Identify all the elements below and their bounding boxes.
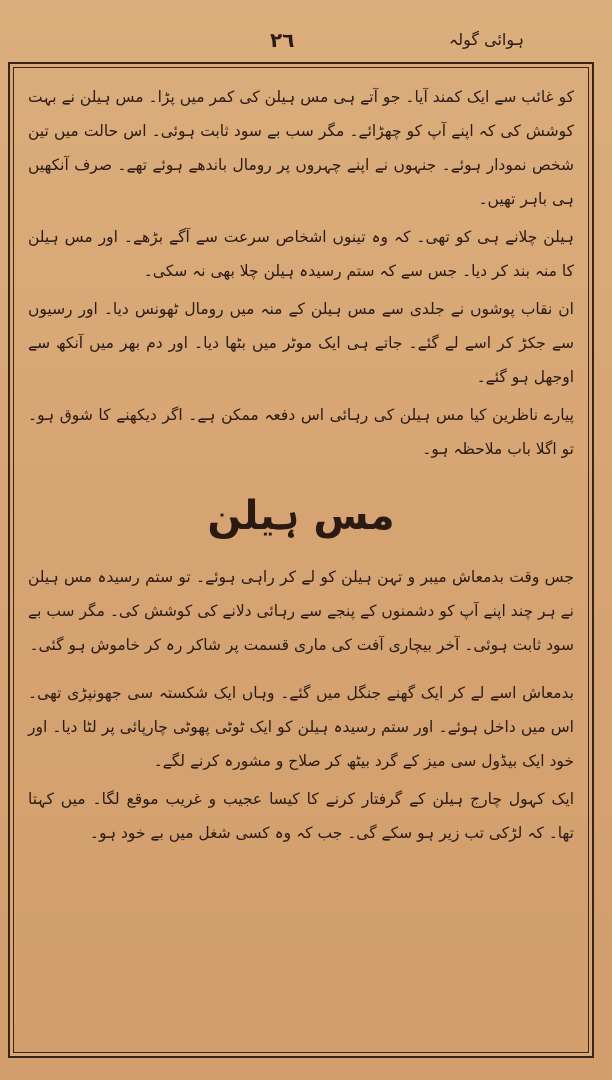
paragraph: بدمعاش اسے لے کر ایک گھنے جنگل میں گئے۔ وہاں ایک شکستہ سی جھونپڑی تھی۔ اس میں داخل ہوئے۔ اور ستم رسیدہ ہیلن کو ایک ٹوٹی پھوٹی چارپائی پر لٹا دیا۔ اور خود ایک بیڈول سی میز کے گرد بیٹھ کر صلاح و مشورہ کرنے لگے۔ (28, 684, 574, 770)
paragraph: ایک کہول چارج ہیلن کے گرفتار کرنے کا کیسا عجیب و غریب موقع لگا۔ میں کہتا تھا۔ کہ لڑکی تب زیر ہو سکے گی۔ جب کہ وہ کسی شغل میں بے خود ہو۔ (28, 790, 574, 842)
paragraph: کو غائب سے ایک کمند آیا۔ جو آتے ہی مس ہیلن کی کمر میں پڑا۔ مس ہیلن نے بہت کوشش کی کہ اپنے آپ کو چھڑائے۔ مگر سب بے سود ثابت ہوئی۔ اس حالت میں تین شخص نمودار ہوئے۔ جنہوں نے اپنے چہروں پر رومال باندھے ہوئے تھے۔ صرف آنکھیں ہی باہر تھیں۔ (28, 88, 574, 208)
running-head (0, 28, 612, 58)
paragraph: ہیلن چلانے ہی کو تھی۔ کہ وہ تینوں اشخاص سرعت سے آگے بڑھے۔ اور مس ہیلن کا منہ بند کر دیا۔ جس سے کہ ستم رسیدہ ہیلن چلا بھی نہ سکی۔ (28, 228, 574, 280)
paragraph: پیارے ناظرین کیا مس ہیلن کی رہائی اس دفعہ ممکن ہے۔ اگر دیکھنے کا شوق ہو۔ تو اگلا باب ملاحظہ ہو۔ (28, 406, 574, 458)
body-text (28, 80, 574, 854)
paragraph: جس وقت بدمعاش میبر و تہن ہیلن کو لے کر راہی ہوئے۔ تو ستم رسیدہ مس ہیلن نے ہر چند اپنے آپ کو دشمنوں کے پنجے سے رہائی دلانے کی کوشش کی۔ مگر سب بے سود ثابت ہوئی۔ آخر بیچاری آفت کی ماری قسمت پر شاکر رہ کر خاموش ہو گئی۔ (28, 568, 574, 654)
chapter-heading: مس ہیلن (207, 493, 395, 539)
page-number: ٢٦ (270, 28, 295, 52)
paragraph: ان نقاب پوشوں نے جلدی سے مس ہیلن کے منہ میں رومال ٹھونس دیا۔ اور رسیوں سے جکڑ کر اسے لے گئے۔ جاتے ہی ایک موٹر میں بٹھا دیا۔ اور دم بھر میں آنکھ سے اوجھل ہو گئے۔ (28, 300, 574, 386)
running-title: ہوائی گولہ (448, 30, 524, 49)
